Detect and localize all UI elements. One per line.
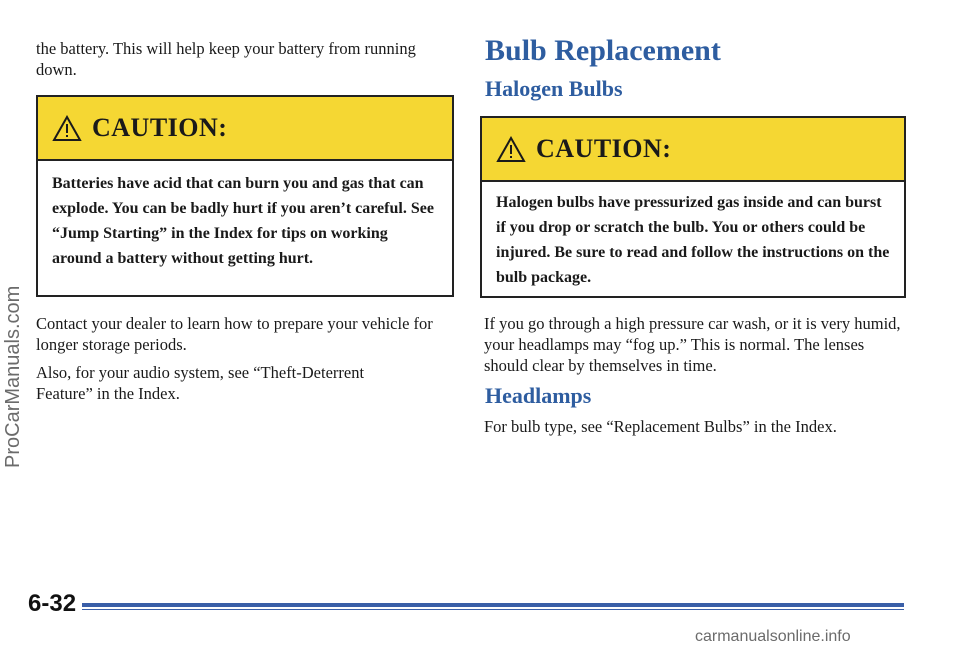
caution-text: Halogen bulbs have pressurized gas inside and can burst if you drop or scratch the bulb. You or others could be injured. Be sure to read and follow the instructions on the bulb package. [496,194,890,286]
storage-paragraph: Contact your dealer to learn how to prepare your vehicle for longer storage periods. [36,314,433,354]
caution-label: CAUTION: [92,113,228,142]
page-number: 6-32 [28,590,77,617]
warning-triangle-icon [496,136,526,163]
section-title: Bulb Replacement [485,34,721,67]
battery-caution-box [36,95,454,297]
headlamps-subtitle: Headlamps [485,383,592,408]
footer-rule-thin [82,609,904,610]
left-watermark: ProCarManuals.com [2,285,24,468]
caution-text: Batteries have acid that can burn you and gas that can explode. You can be badly hurt if you aren’t careful. See “Jump Starting” in the Index for tips on working around a battery without getting hurt. [52,175,434,267]
bulb-type-paragraph: For bulb type, see “Replacement Bulbs” in the Index. [484,417,837,436]
footer-rule [82,603,904,607]
caution-header [482,118,904,182]
bottom-watermark: carmanualsonline.info [695,628,851,645]
audio-paragraph: Also, for your audio system, see “Theft-Deterrent Feature” in the Index. [36,363,365,403]
halogen-subtitle: Halogen Bulbs [485,76,623,101]
caution-label: CAUTION: [536,134,672,163]
halogen-caution-box [480,116,906,298]
caution-header [38,97,452,161]
intro-text: the battery. This will help keep your battery from running down. [36,39,416,79]
car-wash-paragraph: If you go through a high pressure car wash, or it is very humid, your headlamps may “fog up.” This is normal. The lenses should clear by themselves in time. [484,314,901,375]
warning-triangle-icon [52,115,82,142]
